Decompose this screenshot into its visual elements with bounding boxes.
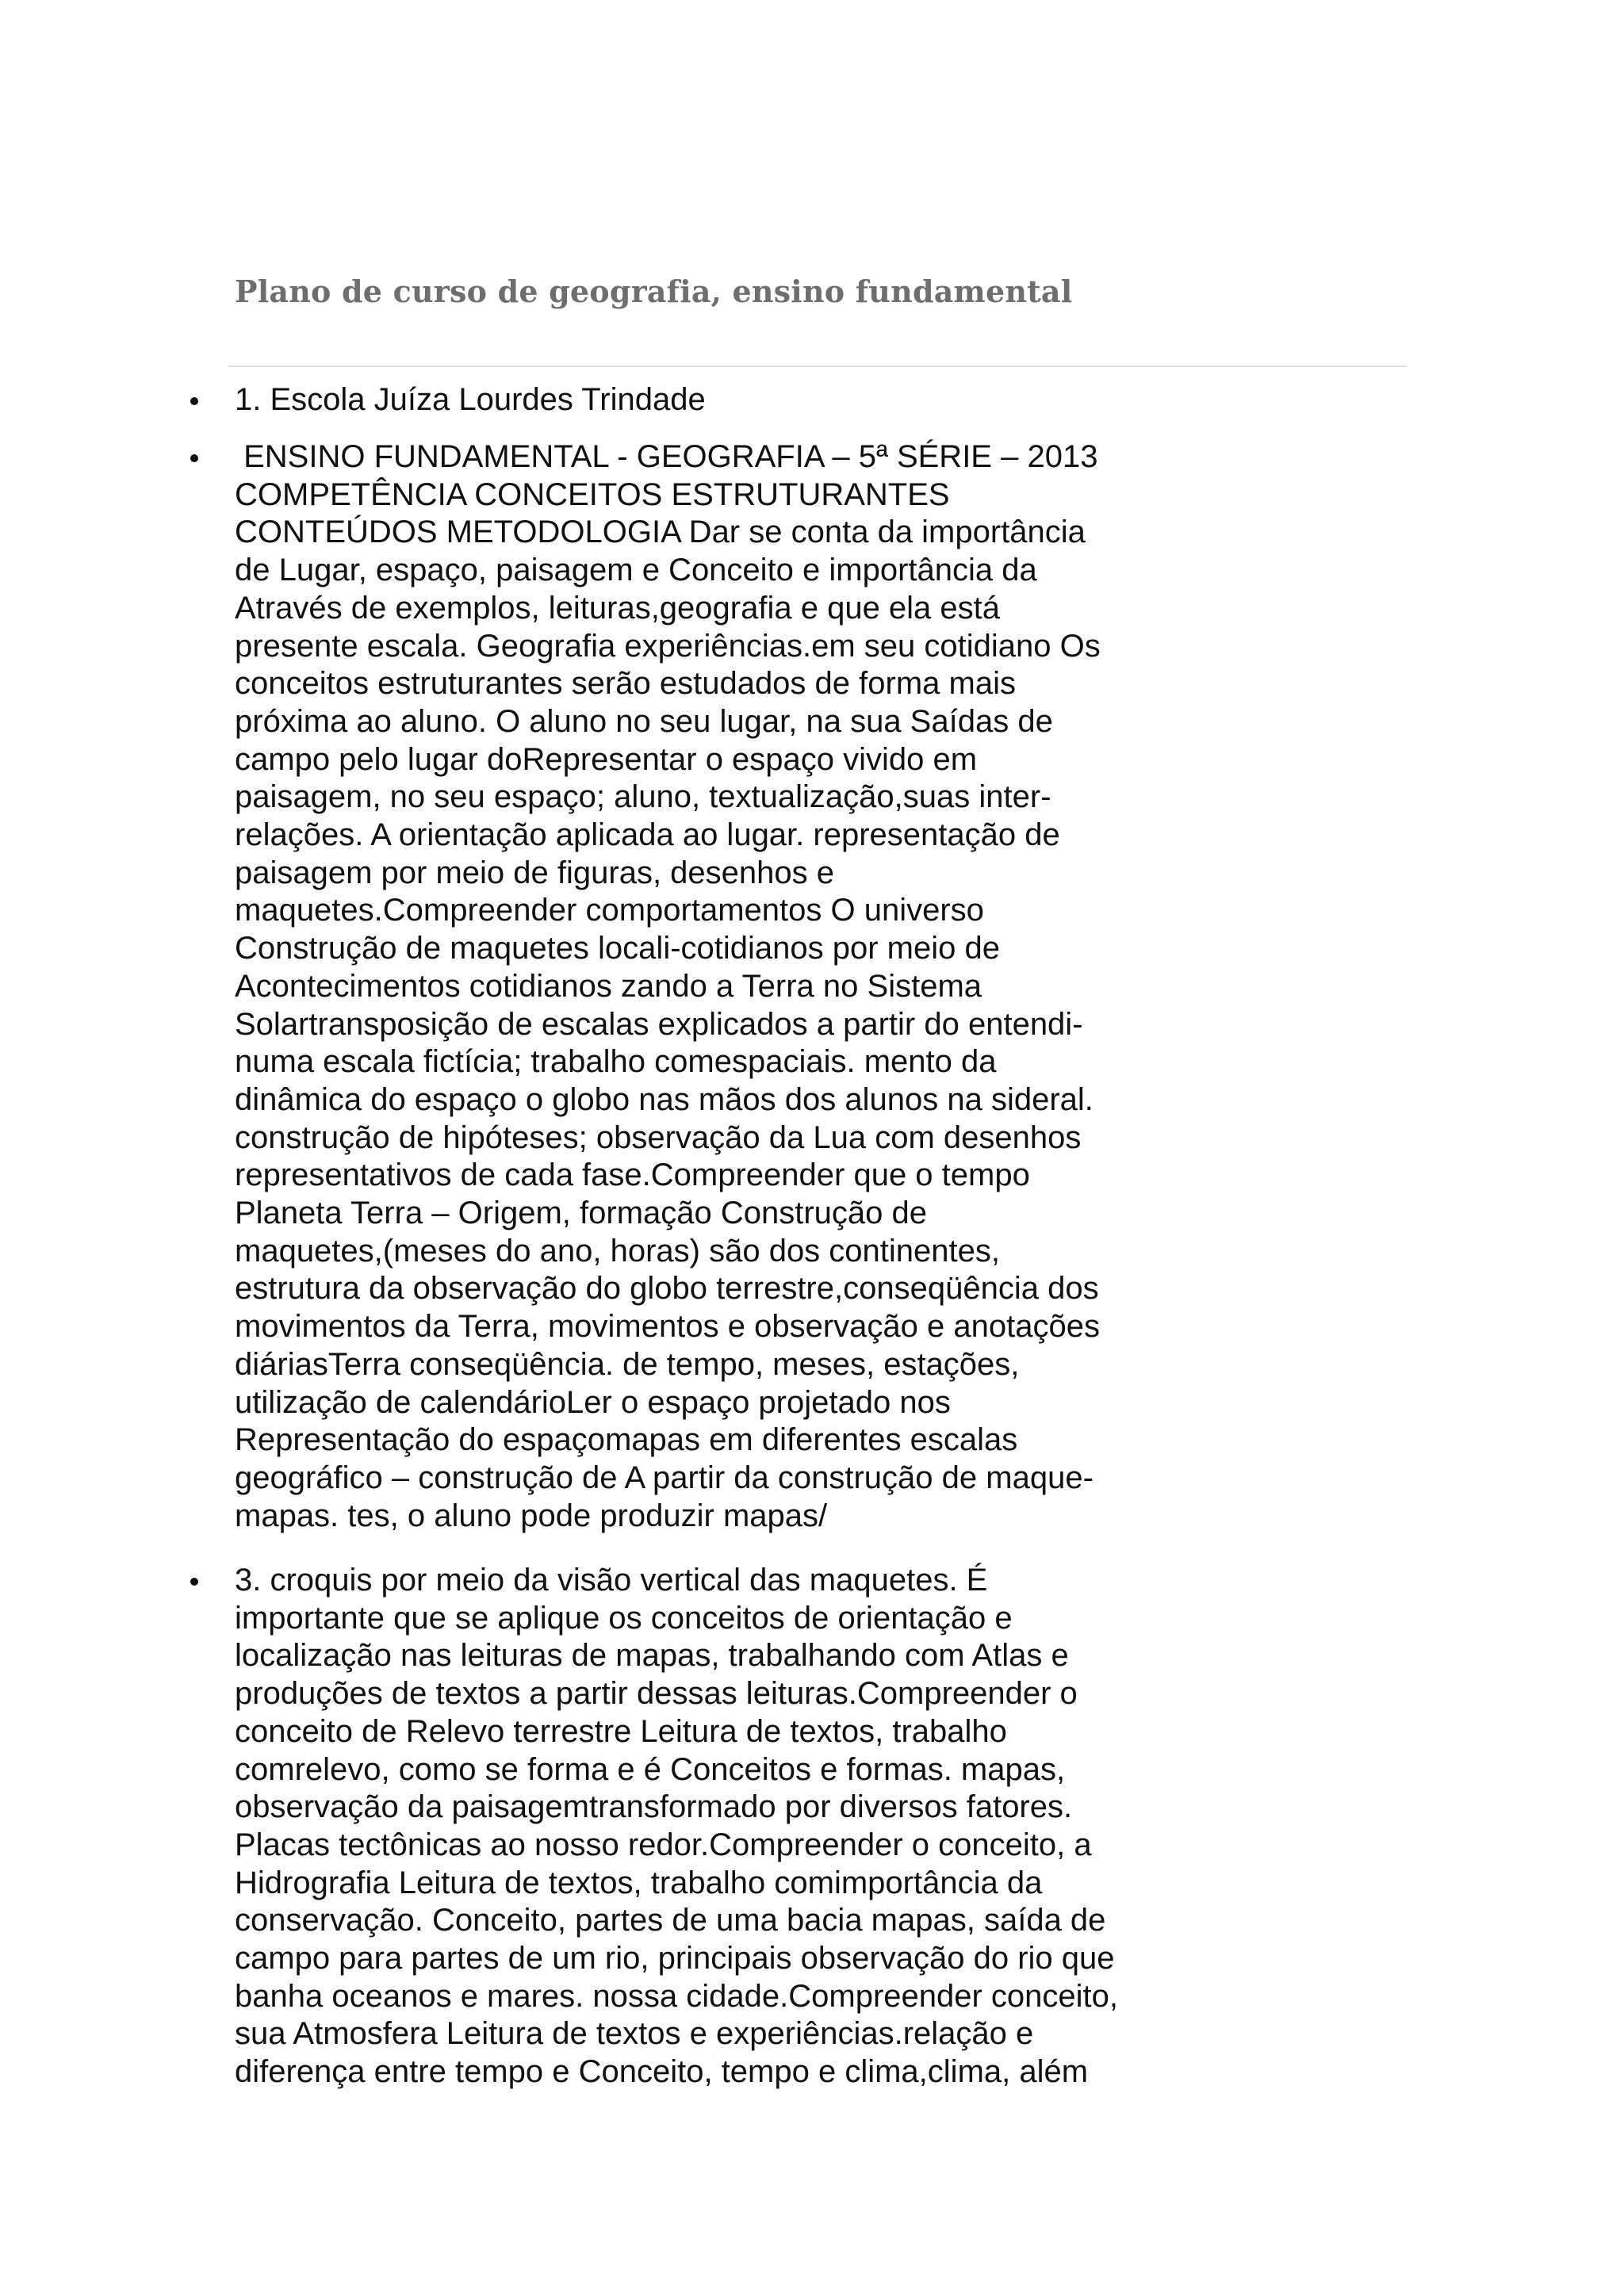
text-line: paisagem, no seu espaço; aluno, textualização,suas inter- [235, 779, 1051, 815]
page-title: Plano de curso de geografia, ensino fundamental [235, 274, 1073, 309]
bullet-icon [190, 454, 198, 462]
text-line: relações. A orientação aplicada ao lugar. representação de [235, 817, 1060, 853]
text-line: CONTEÚDOS METODOLOGIA Dar se conta da importância [235, 515, 1086, 550]
text-line: importante que se aplique os conceitos de orientação e [235, 1600, 1013, 1636]
text-line: mapas. tes, o aluno pode produzir mapas/ [235, 1498, 828, 1533]
text-line: Construção de maquetes locali-cotidianos por meio de [235, 931, 1000, 966]
text-line: construção de hipóteses; observação da Lua com desenhos [235, 1119, 1082, 1155]
text-line: ENSINO FUNDAMENTAL - GEOGRAFIA – 5ª SÉRIE – 2013 [235, 439, 1098, 474]
text-line: Representação do espaçomapas em diferentes escalas [235, 1422, 1018, 1458]
text-line: produções de textos a partir dessas leituras.Compreender o [235, 1676, 1078, 1712]
text-line: diferença entre tempo e Conceito, tempo e clima,clima, além [235, 2054, 1089, 2090]
text-line: conceitos estruturantes serão estudados de forma mais [235, 666, 1016, 702]
text-line: sua Atmosfera Leitura de textos e experiências.relação e [235, 2016, 1034, 2052]
list-item [235, 438, 1186, 1535]
text-line: Planeta Terra – Origem, formação Construção de [235, 1196, 928, 1231]
text-line: Solartransposição de escalas explicados a partir do entendi- [235, 1006, 1083, 1042]
text-line: comrelevo, como se forma e é Conceitos e formas. mapas, [235, 1751, 1066, 1787]
text-line: maquetes,(meses do ano, horas) são dos continentes, [235, 1233, 1000, 1269]
text-line: movimentos da Terra, movimentos e observação e anotações [235, 1309, 1100, 1345]
title-divider [228, 365, 1407, 367]
text-line: 3. croquis por meio da visão vertical das maquetes. É [235, 1563, 988, 1598]
text-line: campo pelo lugar doRepresentar o espaço vivido em [235, 741, 978, 777]
bullet-icon [190, 397, 198, 405]
text-line: dinâmica do espaço o globo nas mãos dos alunos na sideral. [235, 1081, 1094, 1117]
text-line: Placas tectônicas ao nosso redor.Compreender o conceito, a [235, 1827, 1092, 1862]
text-line: geográfico – construção de A partir da construção de maque- [235, 1460, 1094, 1495]
text-line: de Lugar, espaço, paisagem e Conceito e importância da [235, 553, 1037, 588]
text-line: observação da paisagemtransformado por diversos fatores. [235, 1789, 1073, 1825]
text-line: conceito de Relevo terrestre Leitura de textos, trabalho [235, 1713, 1007, 1749]
text-line: próxima ao aluno. O aluno no seu lugar, na sua Saídas de [235, 703, 1053, 739]
text-line: estrutura da observação do globo terrestre,conseqüência dos [235, 1271, 1099, 1307]
text-line: localização nas leituras de mapas, trabalhando com Atlas e [235, 1638, 1069, 1674]
text-line: Através de exemplos, leituras,geografia e que ela está [235, 590, 1001, 626]
list-item [235, 381, 1186, 419]
text-line: maquetes.Compreender comportamentos O universo [235, 893, 984, 928]
list-item [235, 1562, 1186, 2091]
text-line: utilização de calendárioLer o espaço projetado nos [235, 1384, 951, 1420]
text-line: banha oceanos e mares. nossa cidade.Compreender conceito, [235, 1978, 1119, 2014]
text-line: COMPETÊNCIA CONCEITOS ESTRUTURANTES [235, 476, 950, 512]
text-line: diáriasTerra conseqüência. de tempo, meses, estações, [235, 1346, 1020, 1382]
text-line: representativos de cada fase.Compreender que o tempo [235, 1158, 1030, 1193]
text-line: numa escala fictícia; trabalho comespaciais. mento da [235, 1044, 997, 1080]
text-line: Acontecimentos cotidianos zando a Terra no Sistema [235, 968, 982, 1004]
text-line: Hidrografia Leitura de textos, trabalho comimportância da [235, 1865, 1043, 1900]
bullet-icon [190, 1578, 198, 1586]
text-line: campo para partes de um rio, principais observação do rio que [235, 1941, 1115, 1976]
text-line: conservação. Conceito, partes de uma bacia mapas, saída de [235, 1903, 1106, 1938]
text-line: 1. Escola Juíza Lourdes Trindade [235, 382, 706, 417]
text-line: presente escala. Geografia experiências.em seu cotidiano Os [235, 628, 1101, 664]
text-line: paisagem por meio de figuras, desenhos e [235, 855, 835, 890]
